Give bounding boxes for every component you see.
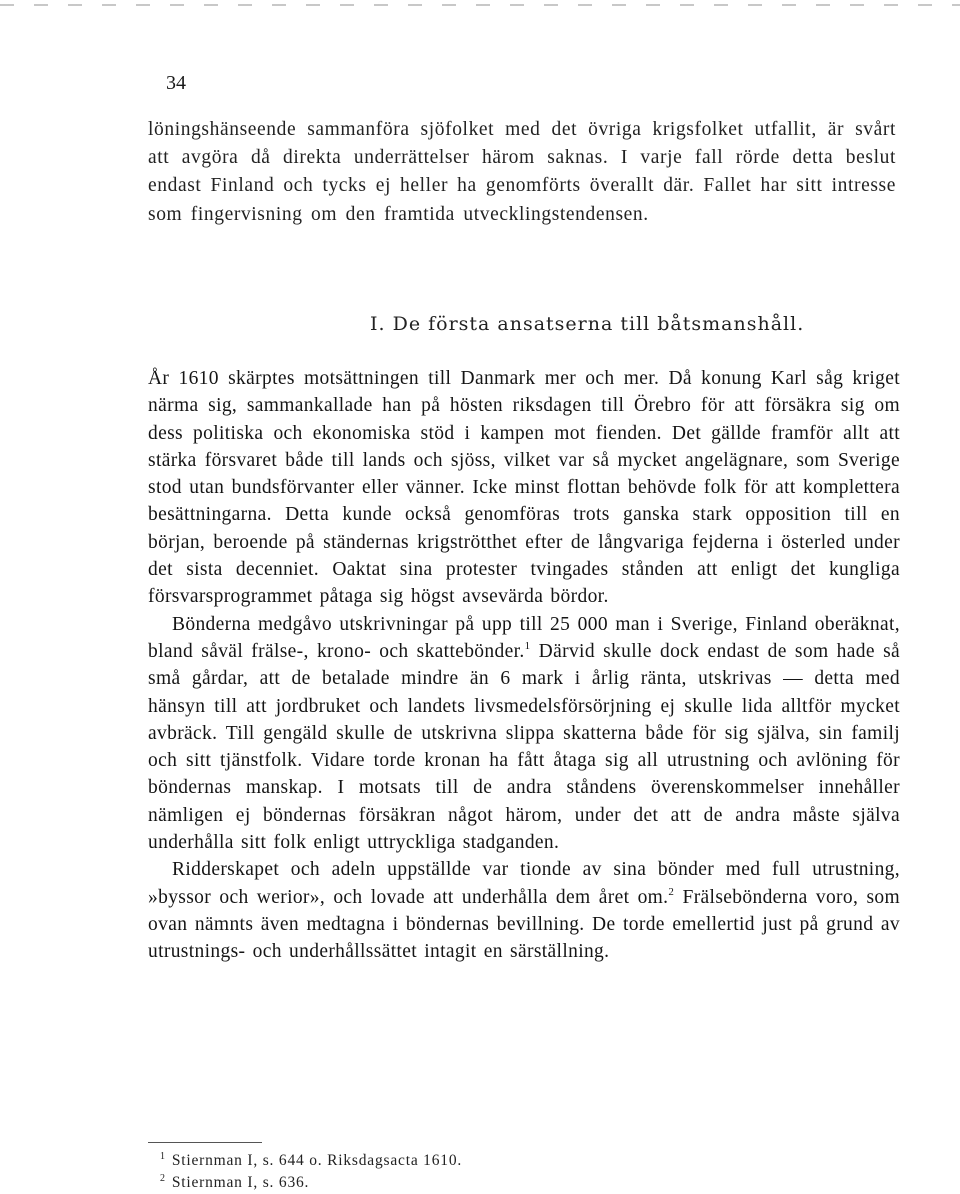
footnote-2-text: Stiernman I, s. 636.	[171, 1174, 310, 1191]
footnote-divider	[148, 1142, 262, 1143]
intro-paragraph: löningshänseende sammanföra sjöfolket med det övriga krigsfolket utfallit, är svårt att avgöra då direkta underrättelser härom saknas. I varje fall rörde detta beslut endast Finland och tycks ej heller ha genomförts överallt där. Fallet har sitt intresse som fingervisning om den framtida utvecklingstendensen.	[148, 119, 896, 225]
paragraph-3-text: Ridderskapet och adeln uppställde var tionde av sina bönder med full utrustning, »byssor och werior», och lovade att underhålla dem året om.	[148, 859, 900, 908]
section-heading: I. De första ansatserna till båtsmanshåll.	[370, 313, 805, 335]
paragraph-3	[148, 856, 900, 965]
scan-edge-marks	[0, 4, 960, 6]
footnote-1-marker: 1	[160, 1151, 166, 1162]
body-text	[148, 365, 900, 966]
footnote-2-marker: 2	[160, 1173, 166, 1184]
paragraph-3-continuation: Frälsebönderna voro, som ovan nämnts även medtagna i böndernas bevillning. De torde emellertid just på grund av utrustnings- och underhållssättet intagit en särställning.	[148, 886, 901, 963]
footnotes	[160, 1150, 462, 1194]
paragraph-2	[148, 611, 900, 857]
footnote-ref-1[interactable]: 1	[524, 639, 531, 652]
footnote-1-text: Stiernman I, s. 644 o. Riksdagsacta 1610.	[171, 1152, 463, 1169]
paragraph-2-text: Bönderna medgåvo utskrivningar på upp till 25 000 man i Sverige, Finland oberäknat, bland såväl frälse-, krono- och skattebönder.	[148, 613, 900, 662]
footnote-ref-2[interactable]: 2	[668, 885, 675, 898]
paragraph-2-continuation: Därvid skulle dock endast de som hade så små gårdar, att de betalade mindre än 6 mark i årlig ränta, utskrivas — detta med hänsyn till att jordbruket och landets livsmedelsförsörjning ej skulle lida alltför mycket avbräck. Till gengäld skulle de utskrivna slippa skatterna både för sig själva, sin familj och sitt tjänstfolk. Vidare torde kronan ha fått åtaga sig all utrustning och avlöning för böndernas manskap. I motsats till de andra ståndens överenskommelser innehåller nämligen ej böndernas försäkran något härom, under det att de andra måste själva underhålla sitt folk enligt uttryckliga stadganden.	[148, 640, 901, 854]
footnote-2	[160, 1172, 462, 1194]
paragraph-1	[148, 365, 900, 611]
footnote-1	[160, 1150, 462, 1172]
paragraph-1-text: År 1610 skärptes motsättningen till Danmark mer och mer. Då konung Karl såg kriget närma sig, sammankallade han på hösten riksdagen till Örebro för att försäkra sig om dess politiska och ekonomiska stöd i kampen mot fienden. Det gällde framför allt att stärka försvaret både till lands och sjöss, vilket var så mycket angelägnare, som Sverige stod utan bundsförvanter eller vänner. Icke minst flottan behövde folk för att komplettera besättningarna. Detta kunde också genomföras trots ganska stark opposition till en början, beroende på ständernas krigströtthet efter de långvariga fejderna i österled under det sista decenniet. Oaktat sina protester tvingades stånden att enligt det kungliga försvarsprogrammet påtaga sig högst avsevärda bördor.	[148, 368, 900, 608]
page-number: 34	[166, 72, 186, 94]
